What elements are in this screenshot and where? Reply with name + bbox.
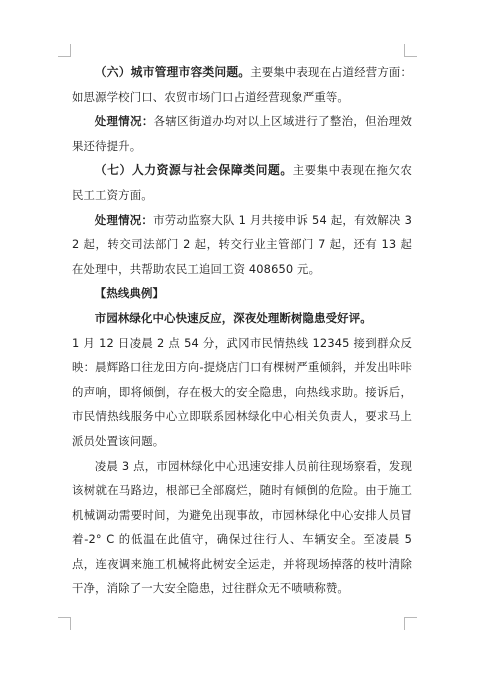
- hotline-subtitle: 市园林绿化中心快速反应，深夜处理断树隐患受好评。: [94, 310, 372, 325]
- handling-7-label: 处理情况：: [94, 212, 154, 227]
- handling-7-text: 市劳动监察大队 1 月共接申诉 54 起，有效解决 32 起，转交司法部门 2 起，转交行业主管部门 7 起，还有 13 起在处理中，共帮助农民工追回工资 408650 元。: [72, 212, 412, 276]
- handling-6-text: 各辖区街道办均对以上区域进行了整治，但治理效果还待提升。: [72, 114, 412, 153]
- hotline-paragraph-1: 1 月 12 日凌晨 2 点 54 分，武冈市民情热线 12345 接到群众反映：晨辉路口往龙田方向-提烧店门口有棵树严重倾斜，并发出咔咔的声响，即将倾倒，存在极大的安全隐患，向热线求助。接诉后，市民情热线服务中心立即联系园林绿化中心相关负责人，要求马上派员处置该问题。: [72, 335, 412, 448]
- page-corner-mark-bottom-left: [58, 617, 71, 630]
- handling-6-paragraph: [72, 109, 412, 158]
- section-6-heading: （六）城市管理市容类问题。: [94, 65, 251, 79]
- handling-6-label: 处理情况：: [94, 114, 154, 129]
- page-corner-mark-bottom-right: [404, 617, 417, 630]
- section-7-heading: （七）人力资源与社会保障类问题。: [94, 163, 293, 178]
- hotline-paragraph-2: 凌晨 3 点，市园林绿化中心迅速安排人员前往现场察看，发现该树就在马路边，根部已全部腐烂，随时有倾倒的危险。由于施工机械调动需要时间，为避免出现事故，市园林绿化中心安排人员冒着-2° C 的低温在此值守，确保过往行人、车辆安全。至凌晨 5 点，连夜调来施工机械将此树安全运走，并将现场掉落的枝叶清除干净，消除了一大安全隐患，过往群众无不啧啧称赞。: [72, 458, 412, 596]
- section-6-paragraph: [72, 60, 412, 109]
- section-6-text: 主要集中表现在占道经营方面：如思源学校门口、农贸市场门口占道经营现象严重等。: [72, 65, 412, 104]
- handling-7-paragraph: [72, 208, 412, 282]
- hotline-heading: 【热线典例】: [94, 286, 165, 301]
- document-body: [72, 60, 412, 601]
- section-7-paragraph: [72, 158, 412, 207]
- section-7-text: 主要集中表现在拖欠农民工工资方面。: [72, 163, 412, 202]
- page-corner-mark-top-right: [404, 44, 417, 57]
- page-corner-mark-top-left: [58, 44, 71, 57]
